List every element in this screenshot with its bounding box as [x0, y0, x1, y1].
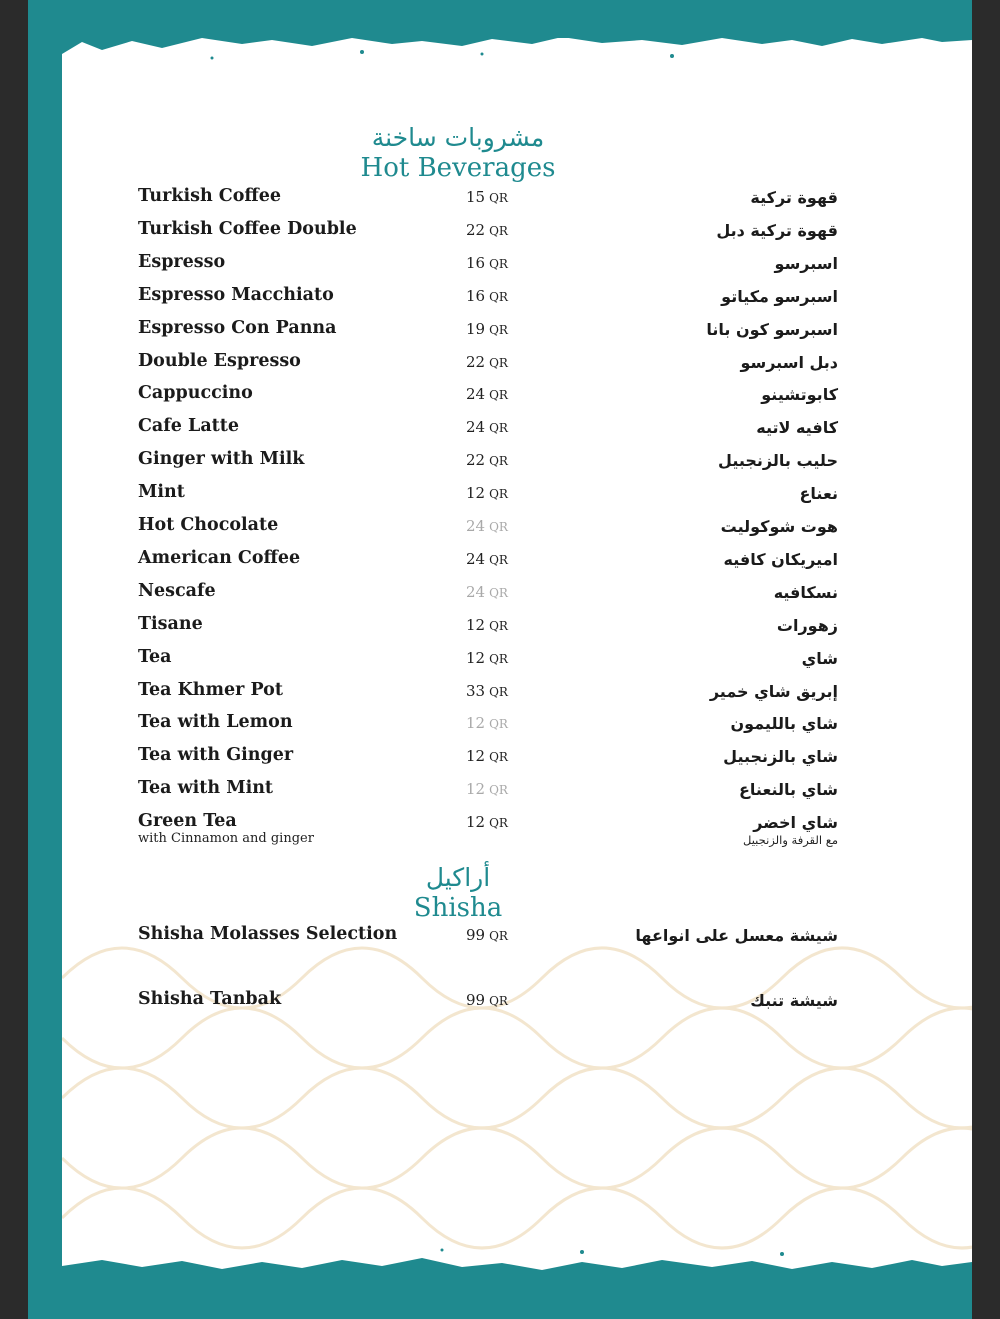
menu-item [138, 351, 838, 381]
item-name-ar: قهوة تركية [750, 188, 838, 207]
price-value: 12 [466, 747, 486, 766]
price-value: 12 [466, 780, 486, 799]
price-currency: QR [489, 994, 508, 1008]
item-price [466, 484, 546, 502]
item-name-en: Tea with Ginger [138, 745, 294, 766]
price-value: 12 [466, 648, 486, 667]
item-name-ar: نعناع [799, 484, 838, 504]
item-name-en: Cappuccino [138, 383, 253, 404]
item-description-en: with Cinnamon and ginger [138, 831, 314, 847]
menu-item [138, 515, 838, 545]
menu-item [138, 548, 838, 578]
item-name-en: Nescafe [138, 580, 216, 601]
price-value: 24 [466, 549, 486, 568]
price-value: 15 [466, 188, 486, 206]
item-name-en: Cafe Latte [138, 416, 239, 437]
item-price [466, 221, 546, 239]
menu-item [138, 745, 838, 775]
price-currency: QR [489, 191, 508, 205]
price-value: 99 [466, 991, 486, 1009]
price-currency: QR [489, 256, 508, 271]
price-currency: QR [489, 717, 508, 732]
item-price [466, 616, 546, 634]
item-name-ar: اسبرسو مكياتو [721, 286, 838, 306]
item-price [466, 583, 546, 601]
menu-item [138, 482, 838, 512]
item-name-ar: هوت شوكوليت [720, 517, 838, 536]
item-price [466, 451, 546, 469]
item-name-ar: شاي اخضر [753, 813, 838, 833]
price-value: 22 [466, 220, 486, 239]
hot-beverages-title-en: Hot Beverages [360, 153, 556, 183]
menu-item [138, 647, 838, 677]
price-currency: QR [489, 750, 508, 765]
item-name-en: Shisha Tanbak [138, 989, 282, 1009]
menu-item [138, 318, 838, 348]
price-value: 24 [466, 582, 486, 601]
item-name-en: Shisha Molasses Selection [138, 924, 398, 944]
menu-item [138, 712, 838, 742]
price-currency: QR [489, 223, 508, 238]
price-value: 16 [466, 253, 486, 272]
item-name-en: Tea with Lemon [138, 712, 293, 733]
menu-item [138, 383, 838, 413]
menu-item [138, 285, 838, 315]
item-name-ar: كافيه لاتيه [756, 418, 838, 438]
menu-item [138, 416, 838, 446]
price-currency: QR [489, 929, 508, 943]
item-name-ar: شيشة تنبك [750, 991, 838, 1010]
item-name-ar: قهوة تركية دبل [716, 220, 838, 240]
hot-beverages-heading [62, 124, 854, 184]
item-price [466, 287, 546, 305]
item-price [466, 353, 546, 371]
item-name-en: Green Tea [138, 811, 237, 832]
menu-item [138, 811, 838, 848]
item-name-ar: شاي بالليمون [730, 714, 838, 734]
price-currency: QR [489, 289, 508, 304]
menu-page [28, 0, 972, 1319]
item-price [466, 813, 546, 831]
price-value: 22 [466, 352, 486, 371]
item-price [466, 747, 546, 765]
brush-edge-top [62, 38, 972, 72]
price-value: 12 [466, 813, 486, 832]
item-price [466, 991, 546, 1009]
menu-item [138, 989, 838, 1019]
item-name-en: Mint [138, 482, 185, 503]
item-name-en: Turkish Coffee [138, 186, 282, 206]
item-name-ar: زهورات [776, 615, 838, 635]
item-name-en: Espresso [138, 251, 226, 272]
price-value: 22 [466, 451, 486, 470]
item-price [466, 517, 546, 535]
menu-item [138, 581, 838, 611]
item-name-ar: شيشة معسل على انواعها [635, 926, 838, 945]
price-currency: QR [489, 618, 508, 633]
item-name-ar: دبل اسبرسو [740, 352, 838, 372]
item-name-ar: اسبرسو كون بانا [706, 319, 838, 339]
price-value: 12 [466, 615, 486, 634]
price-value: 24 [466, 385, 486, 404]
menu-item [138, 778, 838, 808]
item-price [466, 385, 546, 403]
menu-item [138, 680, 838, 710]
item-name-en: American Coffee [138, 547, 301, 568]
price-currency: QR [489, 552, 508, 567]
menu-item [138, 924, 838, 954]
price-value: 33 [466, 681, 486, 700]
item-price [466, 926, 546, 944]
item-price [466, 714, 546, 732]
shisha-title-en: Shisha [413, 893, 503, 923]
item-name-en: Tea with Mint [138, 778, 274, 799]
item-name-en: Ginger with Milk [138, 449, 305, 470]
item-name-en: Double Espresso [138, 350, 301, 371]
brush-edge-bottom [62, 1236, 972, 1270]
menu-item [138, 614, 838, 644]
price-currency: QR [489, 355, 508, 370]
price-value: 24 [466, 418, 486, 437]
item-name-ar: حليب بالزنجبيل [718, 451, 838, 471]
item-name-ar: شاي [801, 648, 838, 668]
item-price [466, 550, 546, 568]
price-currency: QR [489, 322, 508, 337]
price-currency: QR [489, 783, 508, 798]
item-price [466, 188, 546, 206]
item-price [466, 418, 546, 436]
price-currency: QR [489, 684, 508, 699]
item-name-en: Tea Khmer Pot [138, 679, 283, 700]
item-price [466, 780, 546, 798]
item-name-en: Tea [138, 646, 172, 667]
price-value: 12 [466, 484, 486, 503]
geometric-pattern [62, 918, 972, 1270]
price-currency: QR [489, 520, 508, 534]
price-value: 99 [466, 926, 486, 944]
item-name-ar: إبريق شاي خمير [709, 681, 838, 701]
price-value: 24 [466, 517, 486, 535]
price-currency: QR [489, 421, 508, 436]
price-value: 16 [466, 286, 486, 305]
item-name-ar: كابوتشينو [761, 385, 838, 405]
item-name-ar: شاي بالنعناع [738, 780, 838, 800]
item-price [466, 682, 546, 700]
shisha-title-ar: أراكيل [425, 863, 491, 892]
price-currency: QR [489, 585, 508, 600]
item-description-ar: مع القرفة والزنجبيل [743, 833, 838, 848]
item-name-en: Hot Chocolate [138, 515, 279, 535]
shisha-heading [62, 864, 854, 924]
price-value: 19 [466, 319, 486, 338]
menu-item [138, 219, 838, 249]
price-currency: QR [489, 651, 508, 666]
item-name-en: Tisane [138, 613, 203, 634]
price-currency: QR [489, 487, 508, 502]
item-price [466, 649, 546, 667]
item-name-en: Turkish Coffee Double [138, 218, 357, 239]
item-name-ar: اميريكان كافيه [723, 549, 838, 569]
price-currency: QR [489, 816, 508, 831]
item-name-ar: نسكافيه [773, 582, 838, 602]
price-currency: QR [489, 454, 508, 469]
hot-beverages-title-ar: مشروبات ساخنة [371, 123, 545, 152]
item-price [466, 254, 546, 272]
price-value: 12 [466, 714, 486, 733]
menu-paper [62, 38, 972, 1270]
menu-item [138, 449, 838, 479]
item-name-en: Espresso Con Panna [138, 317, 337, 338]
price-currency: QR [489, 388, 508, 403]
item-name-ar: شاي بالزنجبيل [723, 747, 838, 767]
menu-item [138, 186, 838, 216]
menu-item [138, 252, 838, 282]
item-price [466, 320, 546, 338]
item-name-en: Espresso Macchiato [138, 284, 334, 305]
item-name-ar: اسبرسو [774, 253, 838, 273]
